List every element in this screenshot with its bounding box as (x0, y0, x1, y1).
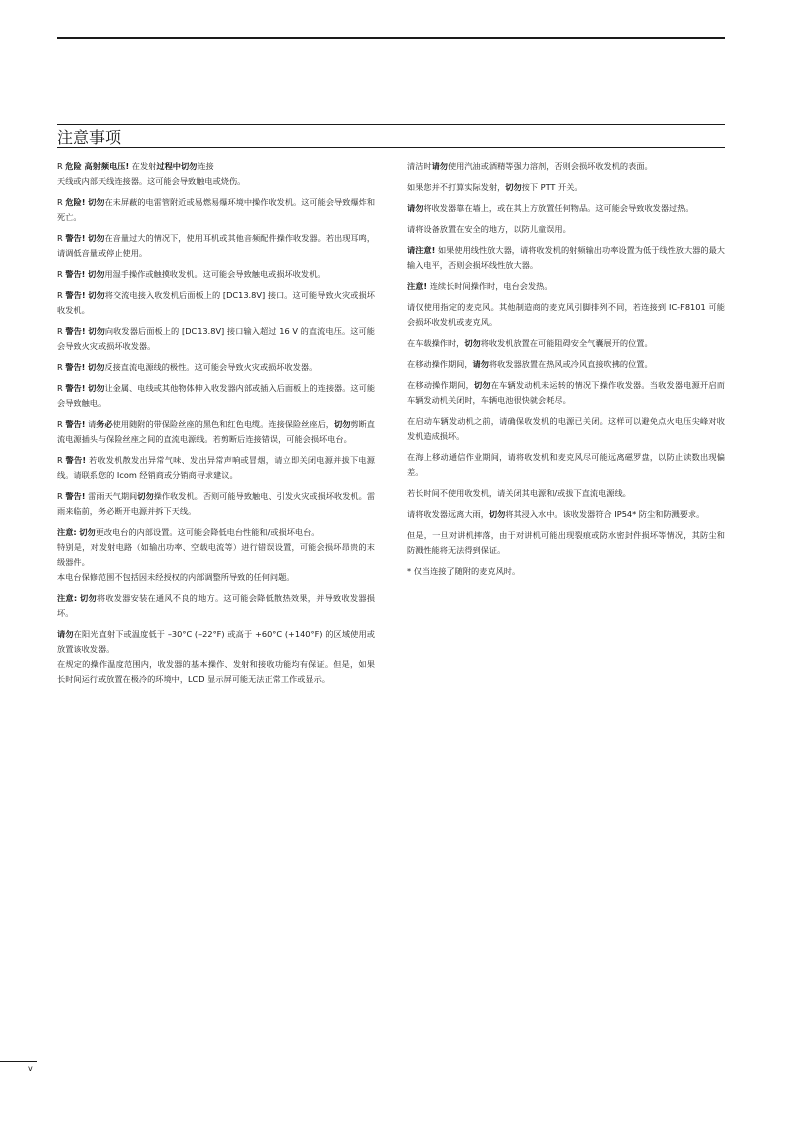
body-text: 将收发器远离大雨， (415, 509, 489, 519)
body-text: 请仅使用指定的麦克风。其他制造商的麦克风引脚排列不同，若连接到 IC-F8101 可能会损坏收发机或麦克风。 (407, 302, 725, 327)
caution-paragraph (407, 336, 725, 351)
emphasis-text: 警告! (65, 362, 86, 372)
body-text: 但是，一旦对讲机摔落，由于对讲机可能出现裂痕或防水密封件损坏等情况，其防尘和防溅性能将无法得到保证。 (407, 530, 725, 555)
page-number: v (28, 1064, 33, 1073)
body-text: 特别是，对发射电路（如输出功率、空载电流等）进行错误设置，可能会损坏昂贵的末级器件。 (57, 542, 375, 567)
emphasis-text: 切勿 (80, 593, 97, 603)
emphasis-text: 切勿 (88, 383, 105, 393)
body-text: 在移动操作期间， (407, 359, 473, 369)
caution-paragraph (57, 591, 375, 621)
emphasis-text: 切勿 (88, 290, 105, 300)
right-column (407, 159, 725, 585)
caution-paragraph (407, 300, 725, 330)
emphasis-text: 警告! (65, 455, 87, 465)
body-text: R (57, 326, 66, 336)
emphasis-text: 注意: (57, 593, 78, 603)
emphasis-text: 过程中切勿 (156, 161, 198, 171)
body-text: 在未屏蔽的电雷管附近或易燃易爆环境中操作收发机。这可能会导致爆炸和死亡。 (57, 197, 376, 222)
caution-paragraph (407, 486, 725, 501)
body-text: * 仅当连接了随附的麦克风时。 (407, 566, 521, 576)
body-text: R (57, 197, 66, 207)
emphasis-text: 切勿 (488, 509, 506, 519)
title-rule (57, 124, 725, 125)
body-text: R (57, 161, 66, 171)
emphasis-text: 请勿 (407, 203, 424, 213)
body-text: 在阳光直射下或温度低于 –30°C (–22°F) 或高于 +60°C (+140°F) 的区域使用或放置该收发器。 (57, 629, 375, 654)
emphasis-text: 警告! (65, 233, 86, 243)
body-text: 将收发器靠在墙上，或在其上方放置任何物品。这可能会导致收发器过热。 (423, 203, 694, 213)
emphasis-text: 切勿 (137, 491, 154, 501)
emphasis-text: 切勿 (88, 269, 105, 279)
body-text: R (57, 233, 66, 243)
body-text: 连续长时间操作时，电台会发热。 (427, 281, 553, 291)
body-text: 在车载操作时， (407, 338, 465, 348)
emphasis-text: 请注意! (407, 245, 436, 255)
caution-paragraph (57, 195, 375, 225)
body-text: 若收发机散发出异常气味、发出异常声响或冒烟，请立即关闭电源并拔下电源线。请联系您的 Icom 经销商或分销商寻求建议。 (57, 455, 375, 480)
emphasis-text: 切勿 (88, 197, 105, 207)
body-text: 本电台保修范围不包括因未经授权的内部调整所导致的任何问题。 (57, 572, 295, 582)
body-text: 连接 (197, 161, 214, 171)
caution-paragraph (57, 324, 375, 354)
body-text: 用湿手操作或触摸收发机。这可能会导致触电或损坏收发机。 (104, 269, 326, 279)
body-text: 将其浸入水中。该收发器符合 IP54* 防尘和防溅要求。 (505, 509, 705, 519)
body-text: 在海上移动通信作业期间，请将收发机和麦克风尽可能远离磁罗盘，以防止读数出现偏差。 (407, 452, 725, 477)
body-text: 向收发器后面板上的 [DC13.8V] 接口输入超过 16 V 的直流电压。这可能会导致火灾或损坏收发器。 (57, 326, 375, 351)
caution-paragraph (407, 528, 725, 558)
caution-paragraph (407, 201, 725, 216)
emphasis-text: 警告! (65, 491, 86, 501)
caution-paragraph (57, 417, 375, 447)
body-text: 操作收发机。否则可能导致触电、引发火灾或损坏收发机。雷雨来临前，务必断开电源并拆下天线。 (57, 491, 376, 516)
emphasis-text: 请勿 (57, 629, 74, 639)
emphasis-text: 切勿 (79, 527, 96, 537)
emphasis-text: 切勿 (88, 233, 105, 243)
caution-paragraph (407, 564, 725, 579)
body-text: 雷雨天气期间 (85, 491, 138, 501)
emphasis-text: 警告! (65, 269, 86, 279)
emphasis-text: 请勿 (431, 161, 448, 171)
caution-paragraph (407, 450, 725, 480)
body-text: 在音量过大的情况下，使用耳机或其他音频配件操作收发器。若出现耳鸣，请调低音量或停止使用。 (57, 233, 376, 258)
emphasis-text: 切勿 (88, 362, 105, 372)
body-text: 如果您并不打算实际发射， (407, 182, 506, 192)
body-text: 清洁时 (407, 161, 432, 171)
emphasis-text: 警告! (65, 419, 86, 429)
body-text: 按下 PTT 开关。 (521, 182, 583, 192)
body-text: 在车辆发动机未运转的情况下操作收发器。当收发器电源开启而车辆发动机关闭时，车辆电池很快就会耗尽。 (407, 380, 725, 405)
section-title: 注意事项 (57, 128, 122, 147)
caution-paragraph (57, 657, 375, 687)
caution-paragraph (407, 279, 725, 294)
caution-paragraph (407, 507, 725, 522)
emphasis-text: 危险 高射频电压! (65, 161, 130, 171)
left-column (57, 159, 375, 693)
emphasis-text: 请勿 (472, 359, 489, 369)
emphasis-text: 切勿 (464, 338, 481, 348)
body-text: 请 (407, 509, 416, 519)
emphasis-text: 注意: (57, 527, 77, 537)
body-text: 将收发器安装在通风不良的地方。这可能会降低散热效果，并导致收发器损坏。 (57, 593, 375, 618)
caution-paragraph (57, 381, 375, 411)
body-text: 请 (85, 419, 97, 429)
body-text: R (57, 419, 66, 429)
footer-rule (0, 1061, 37, 1062)
body-text: 天线或内部天线连接器。这可能会导致触电或烧伤。 (57, 176, 246, 186)
body-text: 剪断直流电源插头与保险丝座之间的直流电源线。若剪断后连接错误，可能会损坏电台。 (57, 419, 375, 444)
emphasis-text: 注意! (407, 281, 428, 291)
top-rule (57, 37, 725, 39)
caution-paragraph (57, 159, 375, 174)
caution-paragraph (407, 243, 725, 273)
body-text: R (57, 383, 66, 393)
caution-paragraph (57, 267, 375, 282)
body-text: 请将设备放置在安全的地方，以防儿童误用。 (407, 224, 571, 234)
body-text: 在启动车辆发动机之前，请确保收发机的电源已关闭。这样可以避免点火电压尖峰对收发机造成损坏。 (407, 416, 725, 441)
emphasis-text: 切勿 (505, 182, 522, 192)
body-text: 在发射 (129, 161, 157, 171)
caution-paragraph (407, 357, 725, 372)
body-text: R (57, 290, 66, 300)
body-text: 如果使用线性放大器，请将收发机的射频输出功率设置为低于线性放大器的最大输入电平，否则会损坏线性放大器。 (407, 245, 725, 270)
emphasis-text: 务必 (96, 419, 113, 429)
caution-paragraph (57, 627, 375, 657)
body-text: 反接直流电源线的极性。这可能会导致火灾或损坏收发器。 (104, 362, 318, 372)
body-text: R (57, 491, 66, 501)
body-text: R (57, 269, 66, 279)
title-underline (57, 147, 725, 148)
body-text: 在规定的操作温度范围内，收发器的基本操作、发射和接收功能均有保证。但是，如果长时间运行或放置在极冷的环境中，LCD 显示屏可能无法正常工作或显示。 (57, 659, 375, 684)
emphasis-text: 切勿 (88, 326, 105, 336)
body-text: R (57, 362, 66, 372)
caution-paragraph (57, 540, 375, 570)
emphasis-text: 警告! (65, 326, 86, 336)
caution-paragraph (57, 174, 375, 189)
caution-paragraph (57, 360, 375, 375)
emphasis-text: 危险! (65, 197, 86, 207)
emphasis-text: 切勿 (473, 380, 491, 390)
body-text: 若长时间不使用收发机，请关闭其电源和/或拔下直流电源线。 (407, 488, 631, 498)
caution-paragraph (407, 159, 725, 174)
caution-paragraph (57, 489, 375, 519)
body-text: 在移动操作期间， (407, 380, 474, 390)
emphasis-text: 警告! (65, 290, 86, 300)
caution-paragraph (57, 570, 375, 585)
emphasis-text: 切勿 (334, 419, 351, 429)
body-text: 将收发机放置在可能阻碍安全气囊展开的位置。 (480, 338, 653, 348)
body-text: 让金属、电线或其他物体伸入收发器内部或插入后面板上的连接器。这可能会导致触电。 (57, 383, 376, 408)
caution-paragraph (407, 414, 725, 444)
caution-paragraph (407, 222, 725, 237)
caution-paragraph (57, 231, 375, 261)
caution-paragraph (57, 453, 375, 483)
body-text: 将交流电接入收发机后面板上的 [DC13.8V] 接口。这可能导致火灾或损坏收发机。 (57, 290, 375, 315)
caution-paragraph (407, 180, 725, 195)
body-text: 更改电台的内部设置。这可能会降低电台性能和/或损坏电台。 (95, 527, 320, 537)
body-text: 使用随附的带保险丝座的黑色和红色电缆。连接保险丝座后， (112, 419, 334, 429)
caution-paragraph (57, 525, 375, 540)
body-text: 使用汽油或酒精等强力溶剂，否则会损坏收发机的表面。 (447, 161, 653, 171)
body-text: 将收发器放置在热风或冷风直接吹拂的位置。 (488, 359, 653, 369)
caution-paragraph (407, 378, 725, 408)
emphasis-text: 警告! (65, 383, 86, 393)
caution-paragraph (57, 288, 375, 318)
body-text: R (57, 455, 66, 465)
